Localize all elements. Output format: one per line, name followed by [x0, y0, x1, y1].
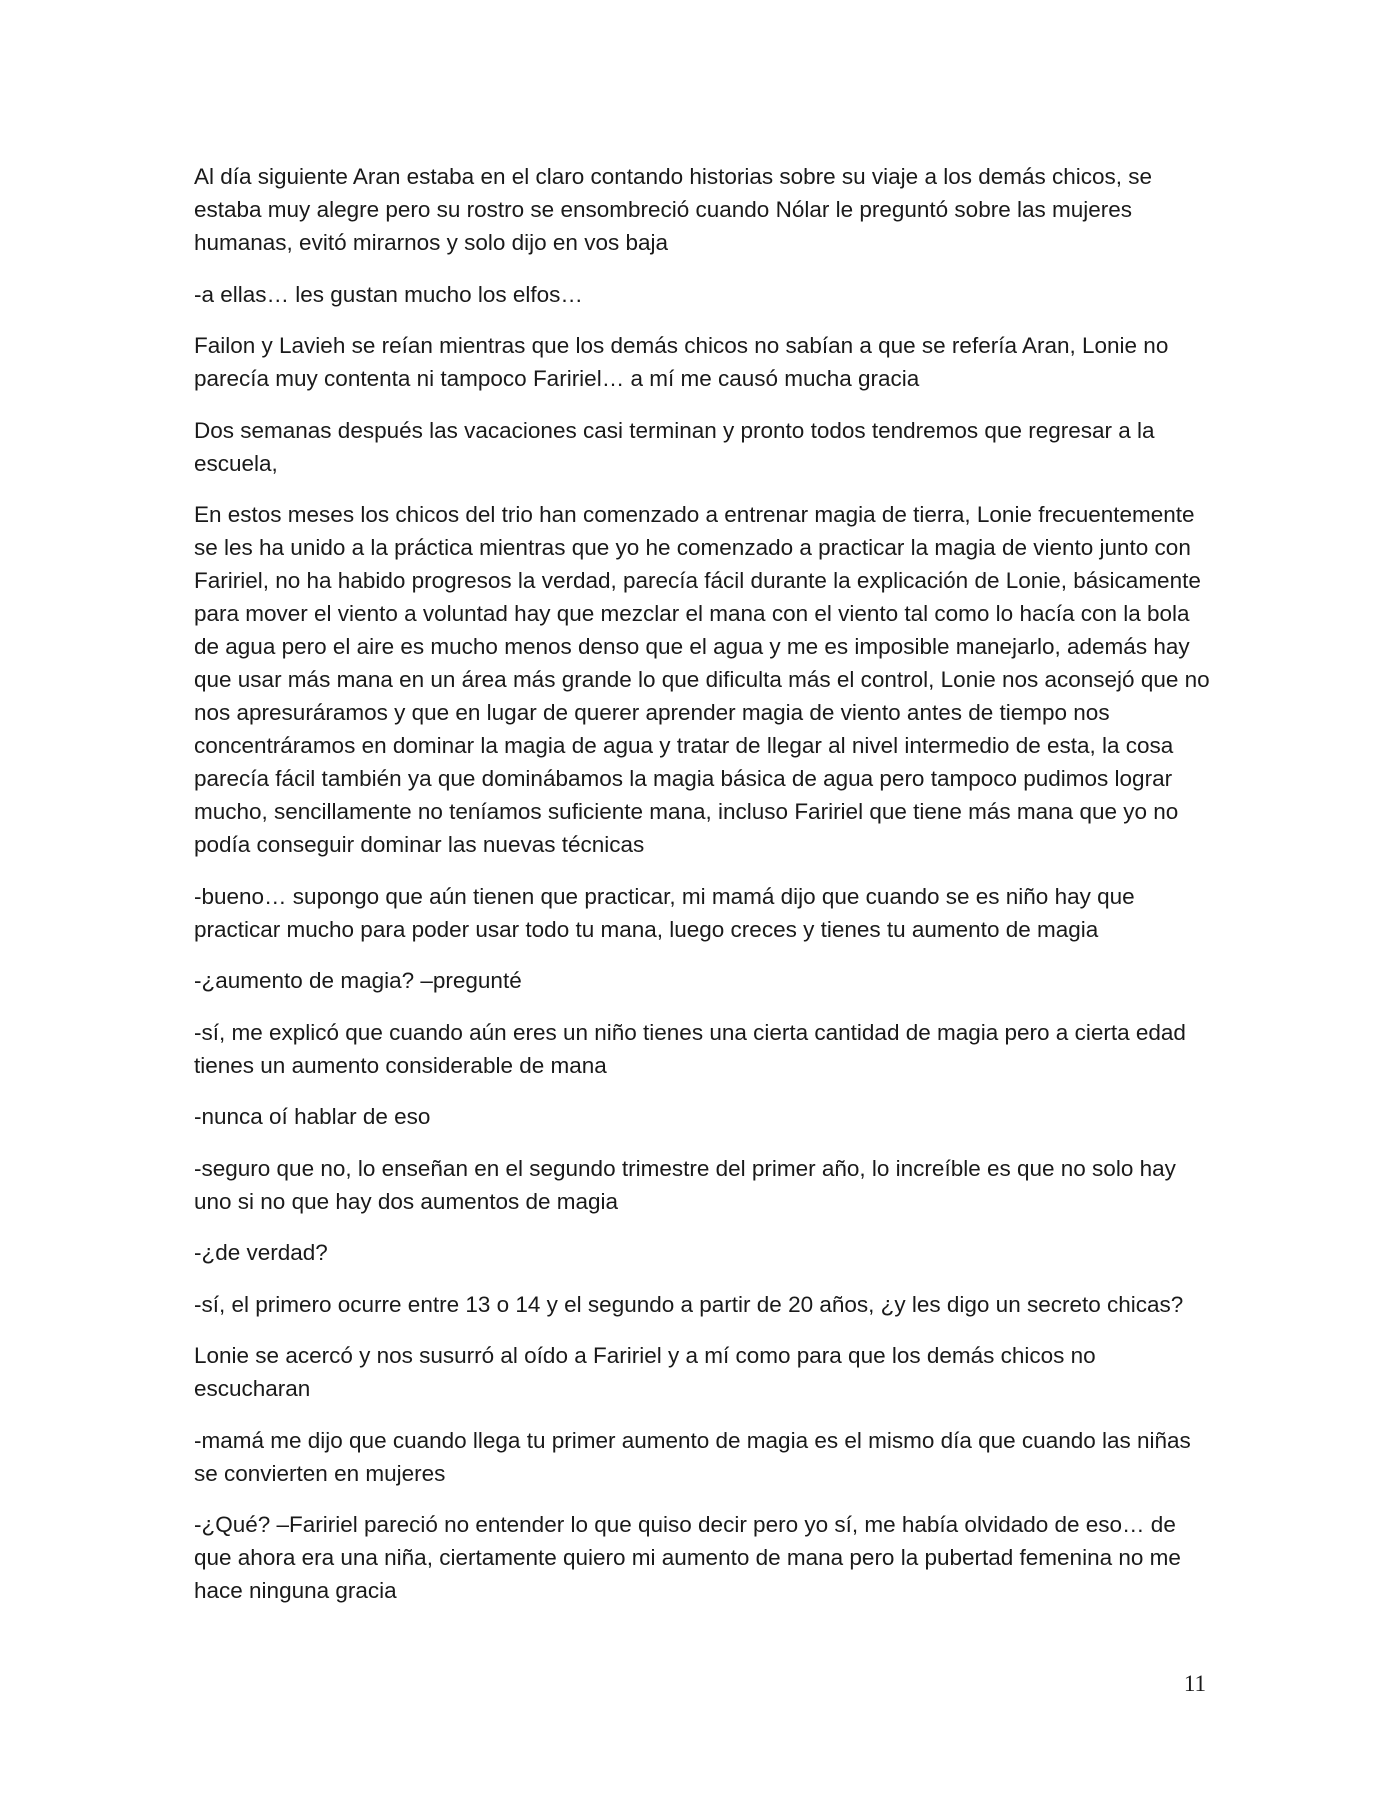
paragraph-10: -seguro que no, lo enseñan en el segundo trimestre del primer año, lo increíble es que no solo hay uno si no que hay dos aumentos de magia: [194, 1155, 1176, 1214]
paragraph-11: -¿de verdad?: [194, 1240, 328, 1265]
text-body: [194, 160, 1214, 1626]
paragraph-14: -mamá me dijo que cuando llega tu primer aumento de magia es el mismo día que cuando las niñas se convierten en mujeres: [194, 1427, 1191, 1486]
paragraph-3: Failon y Lavieh se reían mientras que los demás chicos no sabían a que se refería Aran, Lonie no parecía muy contenta ni tampoco Faririel… a mí me causó mucha gracia: [194, 333, 1169, 391]
paragraph-6: -bueno… supongo que aún tienen que practicar, mi mamá dijo que cuando se es niño hay que practicar mucho para poder usar todo tu mana, luego creces y tienes tu aumento de magia: [194, 883, 1135, 942]
paragraph-1: Al día siguiente Aran estaba en el claro contando historias sobre su viaje a los demás chicos, se estaba muy alegre pero su rostro se ensombreció cuando Nólar le preguntó sobre las mujeres humanas, evitó mirarnos y solo dijo en vos baja: [194, 164, 1153, 255]
paragraph-15: -¿Qué? –Faririel pareció no entender lo que quiso decir pero yo sí, me había olvidado de eso… de que ahora era una niña, ciertamente quiero mi aumento de mana pero la pubertad femenina no me hace ninguna gracia: [194, 1512, 1181, 1603]
paragraph-9: -nunca oí hablar de eso: [194, 1104, 431, 1129]
paragraph-4: Dos semanas después las vacaciones casi terminan y pronto todos tendremos que regresar a la escuela,: [194, 417, 1155, 476]
paragraph-12: -sí, el primero ocurre entre 13 o 14 y el segundo a partir de 20 años, ¿y les digo un secreto chicas?: [194, 1291, 1184, 1317]
paragraph-8: -sí, me explicó que cuando aún eres un niño tienes una cierta cantidad de magia pero a cierta edad tienes un aumento considerable de mana: [194, 1019, 1186, 1078]
paragraph-13: Lonie se acercó y nos susurró al oído a Faririel y a mí como para que los demás chicos no escucharan: [194, 1343, 1096, 1401]
paragraph-2: -a ellas… les gustan mucho los elfos…: [194, 281, 583, 307]
paragraph-5: En estos meses los chicos del trio han comenzado a entrenar magia de tierra, Lonie frecuentemente se les ha unido a la práctica mientras que yo he comenzado a practicar la magia de viento junto con Faririel, no ha habido progresos la verdad, parecía fácil durante la explicación de Lonie, básicamente para mover el viento a voluntad hay que mezclar el mana con el viento tal como lo hacía con la bola de agua pero el aire es mucho menos denso que el agua y me es imposible manejarlo, además hay que usar más mana en un área más grande lo que dificulta más el control, Lonie nos aconsejó que no nos apresuráramos y que en lugar de querer aprender magia de viento antes de tiempo nos concentráramos en dominar la magia de agua y tratar de llegar al nivel intermedio de esta, la cosa parecía fácil también ya que dominábamos la magia básica de agua pero tampoco pudimos lograr mucho, sencillamente no teníamos suficiente mana, incluso Faririel que tiene más mana que yo no podía conseguir dominar las nuevas técnicas: [194, 502, 1210, 857]
page-number: 11: [1183, 1671, 1206, 1696]
paragraph-7: -¿aumento de magia? –pregunté: [194, 968, 522, 993]
